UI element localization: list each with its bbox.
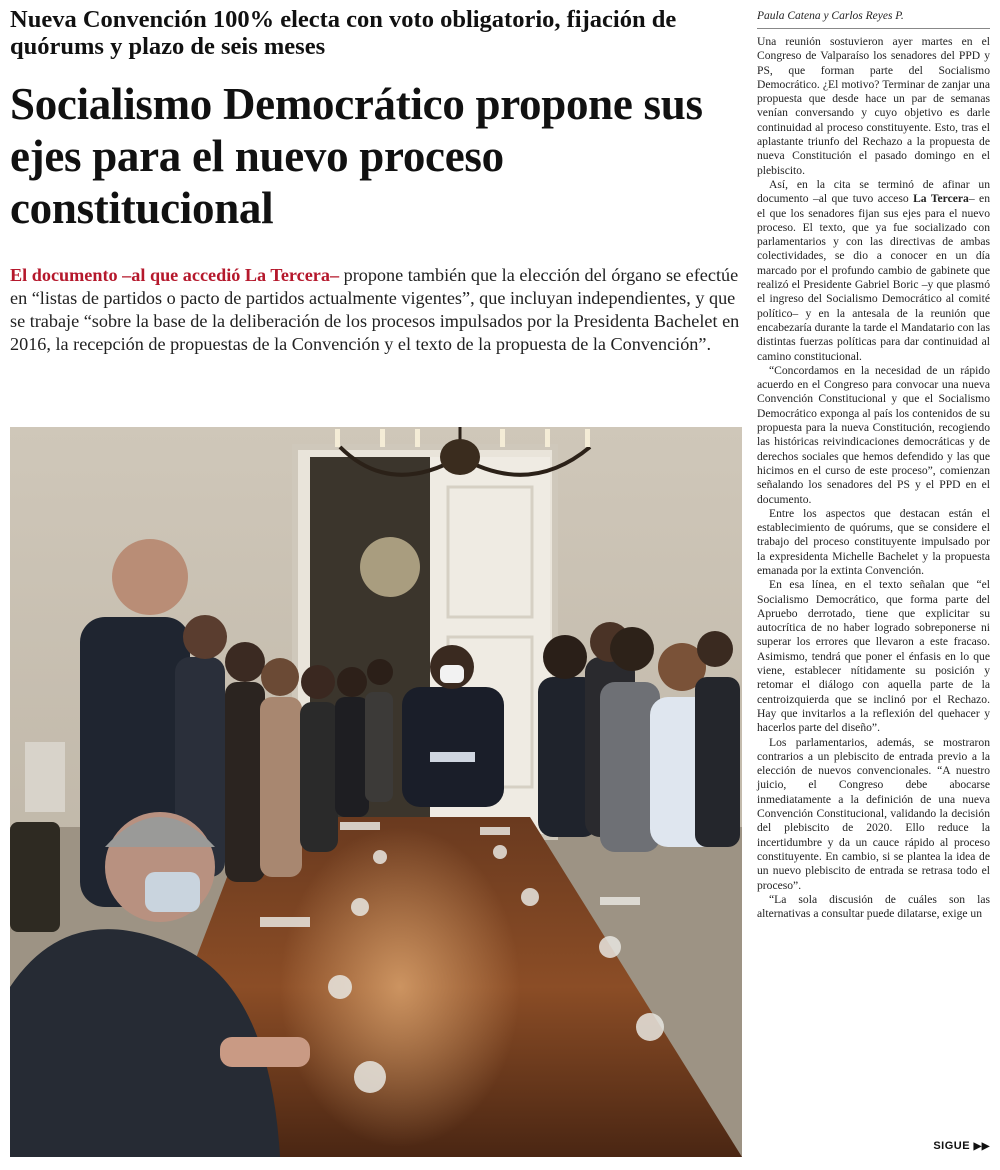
body-paragraph-3: “Concordamos en la necesidad de un rápido acuerdo en el Congreso para convocar una nueva Convención Constitucional y que el Socialismo Democrático exponga al país los contenidos de su propuesta para la nueva Constitución, recogiendo las históricas reivindicaciones democráticas y de derechos sociales que hemos defendido y las que hicimos en el curso de este proceso”, comienzan señalando los senadores del PS y el PPD en el documento.: [757, 363, 990, 506]
meeting-photo-illustration: [10, 427, 742, 1157]
headline-column: [10, 0, 742, 356]
byline: Paula Catena y Carlos Reyes P.: [757, 10, 990, 29]
body-paragraph-4: Entre los aspectos que destacan están el establecimiento de quórums, que se considere el trabajo del proceso constituyente impulsado por la expresidenta Michelle Bachelet y la propuesta emanada por la extinta Convención.: [757, 506, 990, 577]
body-paragraph-5: En esa línea, en el texto señalan que “el Socialismo Democrático, que forma parte del Apruebo derrotado, tiene que explicitar su autocrítica de no haber logrado sobreponerse ni superar los errores que llevaron a este fracaso. Asimismo, tendrá que poner el énfasis en lo que viene, establecer nítidamente su posición y retomar el diálogo con aquella parte de la centroizquierda que se inclinó por el Rechazo. Hay que invitarlos a la reflexión del quehacer y hacerlos parte del diseño”.: [757, 578, 990, 735]
paragraph-2-start: Así, en la cita se terminó de afinar un documento –al que tuvo acceso: [757, 177, 990, 206]
body-paragraph-6: Los parlamentarios, además, se mostraron contrarios a un plebiscito de entrada previo a la elección de nuevos convencionales. “A nuestro juicio, el Congreso debe abocarse inmediatamente a la definición de una nueva Convención Constitucional, validando la decisión del plebiscito de 2020. Ello reduce la incertidumbre y da un cauce rápido al proceso constituyente. En cambio, si se plantea la idea de un nuevo plebiscito de entrada se retrasa todo el proceso”.: [757, 735, 990, 892]
body-paragraph-7: “La sola discusión de cuáles son las alternativas a consultar puede dilatarse, exige un: [757, 892, 990, 921]
continue-link[interactable]: [933, 1140, 990, 1152]
article-photo: [10, 427, 742, 1157]
article-body: [757, 35, 990, 921]
lead-highlight: El documento –al que accedió La Tercera–: [10, 265, 340, 285]
double-arrow-right-icon: ▶▶: [973, 1141, 990, 1152]
paragraph-2-bold: La Tercera: [913, 192, 969, 206]
body-paragraph-2: [757, 178, 990, 364]
kicker: Nueva Convención 100% electa con voto obligatorio, fijación de quórums y plazo de seis meses: [10, 6, 677, 60]
body-column: [757, 10, 990, 921]
paragraph-2-rest: – en el que los senadores fijan sus ejes para el nuevo proceso. El texto, que ya fue socializado con parlamentarios y con las directivas de ambas colectividades, se dio a conocer en un día marcado por el profundo cambio de gabinete que realizó el Presidente Gabriel Boric –y que plasmó el ingreso del Socialismo Democrático al comité político– y en la antesala de la reunión que encabezaría durante la tarde el Mandatario con las distintas fuerzas políticas para dar continuidad al camino constitucional.: [757, 192, 990, 363]
lead-text: propone también que la elección del órgano se efectúe en “listas de partidos o pacto de partidos actualmente vigentes”, que incluyan independientes, y que se trabaje “sobre la base de la deliberación de los procesos impulsados por la Presidenta Bachelet en 2016, la recepción de propuestas de la Convención y el texto de la propuesta de la Convención”.: [10, 265, 740, 354]
lead-paragraph: [10, 264, 742, 356]
body-paragraph-1: Una reunión sostuvieron ayer martes en el Congreso de Valparaíso los senadores del PPD y PS, que forman parte del Socialismo Democrático. ¿El motivo? Terminar de zanjar una propuesta que desde hace un par de semanas venían conversando y cuyo objetivo es darle continuidad al proceso constituyente. Esto, tras el aplastante triunfo del Rechazo a la propuesta de nueva Constitución el pasado domingo en el plebiscito.: [757, 35, 990, 177]
continue-label: SIGUE: [933, 1140, 971, 1152]
headline: Socialismo Democrático propone sus ejes para el nuevo proceso constitucional: [10, 79, 703, 233]
